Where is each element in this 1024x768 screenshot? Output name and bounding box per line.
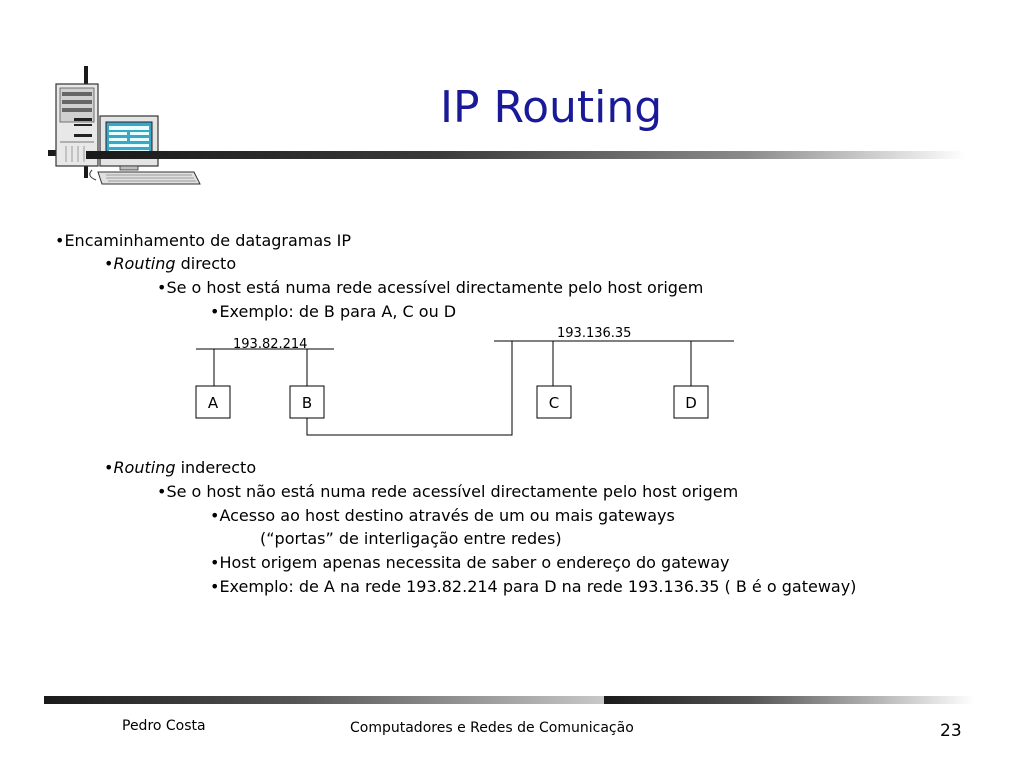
slide-number: 23 <box>940 721 962 741</box>
slide-title: IP Routing <box>440 82 663 133</box>
computer-workstation-icon <box>48 62 204 188</box>
bullet-gateway-knowledge: •Host origem apenas necessita de saber o endereço do gateway <box>210 553 730 572</box>
network-label-right: 193.136.35 <box>557 326 632 341</box>
bullet-gateway-definition: (“portas” de interligação entre redes) <box>260 529 562 548</box>
footer-course: Computadores e Redes de Comunicação <box>350 720 634 736</box>
bullet-indirect-routing: •Routing inderecto <box>104 458 257 477</box>
footer-author: Pedro Costa <box>122 718 206 734</box>
footer-divider-left <box>44 696 604 704</box>
host-a-label: A <box>207 394 219 412</box>
network-label-left: 193.82.214 <box>233 337 308 352</box>
bullet-direct-condition: •Se o host está numa rede acessível directamente pelo host origem <box>157 278 704 297</box>
bullet-gateway-access: •Acesso ao host destino através de um ou mais gateways <box>210 506 675 525</box>
title-divider <box>86 151 966 159</box>
gateway-link <box>307 341 512 435</box>
bullet-datagram-routing: •Encaminhamento de datagramas IP <box>55 231 351 250</box>
footer-divider-right <box>604 696 974 704</box>
host-d-label: D <box>685 394 697 412</box>
bullet-indirect-example: •Exemplo: de A na rede 193.82.214 para D na rede 193.136.35 ( B é o gateway) <box>210 577 857 596</box>
bullet-direct-example: •Exemplo: de B para A, C ou D <box>210 302 457 321</box>
bullet-indirect-condition: •Se o host não está numa rede acessível directamente pelo host origem <box>157 482 739 501</box>
network-diagram <box>180 320 760 450</box>
host-b-label: B <box>301 394 313 412</box>
bullet-direct-routing: •Routing directo <box>104 254 237 273</box>
host-c-label: C <box>548 394 560 412</box>
